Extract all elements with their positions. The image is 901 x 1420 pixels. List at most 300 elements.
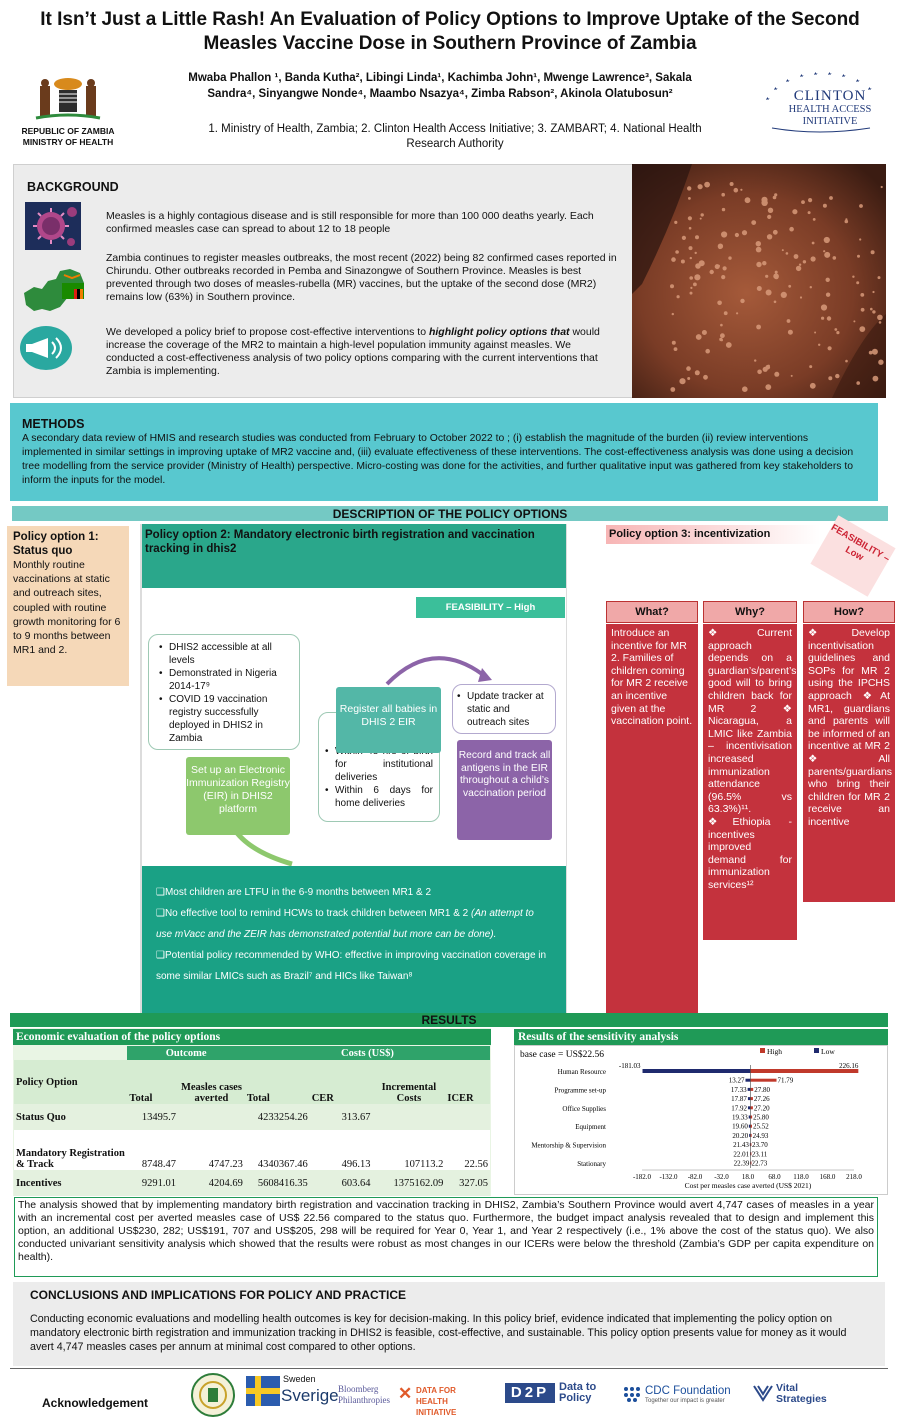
tornado-bar-high [750,1079,776,1082]
x-tick-label: -32.0 [714,1173,729,1181]
rash-spot [735,233,739,237]
rash-spot [703,375,708,380]
rash-spot [695,370,700,375]
why-column-body: ❖Current approach depends on a guardian’s/parent’s good will to bring children back for MR 2 ❖ Nicaragua, a LMIC like Zambia – incentivisation increased immunization attendance (96.5% vs 63.3%)¹¹. ❖Ethiopia - incentives improved demand for immunization services¹² [703,624,797,940]
tornado-low-label: 17.33 [730,1085,747,1094]
rash-spot [686,366,691,371]
rash-spot [688,216,692,220]
col-header-cer: CER [310,1060,373,1104]
rash-spot [687,186,691,190]
tornado-low-label: 13.27 [728,1076,745,1085]
megaphone-icon [18,324,84,372]
rash-spot [702,330,707,335]
chai-name: CLINTON [793,88,867,104]
tornado-bar-high [750,1088,753,1091]
rash-spot [859,238,861,240]
rash-spot [873,376,879,382]
table-cell: 13495.7 [127,1104,178,1130]
d2p-logo: D2P [505,1383,555,1403]
col-header-cases-averted: Measles cases averted [178,1060,245,1104]
rash-spot [689,276,693,280]
economic-evaluation-title: Economic evaluation of the policy options [16,1031,221,1043]
d2p-logo-text: Data to Policy [559,1381,597,1404]
rash-spot [801,200,805,204]
rash-spot [872,310,875,313]
rash-spot [734,188,739,193]
rash-spot [788,330,793,335]
sverige-label: Sverige [281,1386,339,1405]
table-row [14,1170,490,1196]
rash-spot [836,331,839,334]
rash-spot [763,367,768,372]
rash-spot [756,325,761,330]
tornado-high-label: 23.11 [751,1150,768,1159]
col-header-total-outcome: Total [127,1060,178,1104]
dhis2-fact: • DHIS2 accessible at all levels [159,641,293,667]
rash-spot [827,316,831,320]
table-cell: 22.56 [445,1130,490,1170]
note-no-tool-text: ❑No effective tool to remind HCWs to track children between MR1 & 2 [156,908,472,919]
rash-spot [726,342,732,348]
col-header-icer: ICER [445,1060,490,1104]
rash-spot [710,270,714,274]
rash-spot [740,189,742,191]
rash-spot [829,196,833,200]
rash-spot [856,381,860,385]
tornado-high-label: 27.80 [754,1085,770,1094]
row-label: Status Quo [14,1104,127,1130]
tornado-low-label: 19.33 [731,1113,748,1122]
rash-spot [756,262,761,267]
x-tick-label: 18.0 [741,1173,755,1181]
rash-spot [826,293,830,297]
rash-spot [835,374,839,378]
x-tick-label: 218.0 [846,1173,862,1181]
timing-item: • for institutional deliveries [325,745,433,784]
rash-spot [794,254,799,259]
tornado-high-label: 27.26 [753,1095,770,1104]
rash-spot [745,197,751,203]
rash-spot [796,266,801,271]
sweden-label: Sweden [283,1374,316,1384]
rash-spot [694,274,700,280]
rash-spot [679,378,685,384]
rash-spot [870,308,873,311]
rash-spot [775,271,778,274]
rash-spot [774,275,778,279]
economic-evaluation-table [14,1046,490,1196]
feasibility-high-badge: FEASIBILITY – High [416,597,565,618]
rash-spot [878,360,883,365]
rash-spot [740,299,744,303]
table-cell: 327.05 [445,1170,490,1196]
rash-spot [791,375,793,377]
tornado-bar-low [643,1069,751,1073]
legend-high-swatch [760,1048,765,1053]
table-cell: 496.13 [310,1130,373,1170]
rash-spot [828,346,832,350]
conclusions-text: Conducting economic evaluations and modelling health outcomes is key for decision-making. In this policy brief, evidence indicated that implementing the policy option on mandatory electronic birth registration and immunization tracking in DHIS2 is feasible, cost-effective, and sustainable. This policy option presents value for money as it would avert 4,747 measles cases per annum at minimal cost compared to other options. [30,1313,847,1353]
bloomberg-logo-text: Bloomberg Philanthropies [338,1384,390,1405]
background-p3-text-b: would increase the coverage of the MR2 to maintain a high-level population immunity against measles. We conducted a cost-effectiveness analysis of two policy options comparing with the current interventions that Zambia is implementing. [106,326,600,377]
ministry-label-line2: MINISTRY OF HEALTH [22,137,114,147]
rash-spot [871,250,875,254]
rash-spot [824,237,830,243]
rash-spot [788,285,791,288]
col-header-incremental-costs: Incremental Costs [372,1060,445,1104]
x-axis-title: Cost per measles case averted (US$ 2021) [684,1181,812,1190]
rash-spot [856,281,859,284]
note-who: ❑Potential policy recommended by WHO: effective in improving vaccination coverage in some similar LMICs such as Brazil⁷ and HICs like Taiwan⁸ [156,950,547,982]
dhis2-facts-list [148,634,300,750]
background-heading: BACKGROUND [27,180,119,194]
background-p3-text-a: We developed a policy brief to propose cost-effective interventions to [106,326,429,338]
rash-spot [677,295,680,298]
description-heading: DESCRIPTION OF THE POLICY OPTIONS [332,507,568,521]
policy-option-2-title: Policy option 2: Mandatory electronic birth registration and vaccination tracking in dhis2 [145,529,535,555]
rash-spot [704,182,710,188]
rash-spot [767,234,772,239]
rash-spot [845,220,849,224]
acknowledgement-label: Acknowledgement [42,1396,149,1410]
table-row [14,1130,490,1170]
rash-spot [742,386,748,392]
background-paragraph-3 [106,326,618,378]
rash-spot [742,230,747,235]
policy-option-3-title: Policy option 3: incentivization [609,528,771,540]
rash-spot [845,360,848,363]
sensitivity-tornado-chart [514,1045,888,1195]
table-cell [445,1104,490,1130]
tornado-bar-high [750,1106,752,1109]
group-header-outcome: Outcome [127,1046,244,1060]
col-header-total-cost: Total [245,1060,310,1104]
how-column-body: ❖Develop incentivisation guidelines and SOPs for MR 2 using the IPCHS approach ❖At MR1, guardians and parents will be informed of an incentive at MR 2 ❖All parents/guardians who bring their children for MR 2 receive an incentive [803,624,895,902]
rash-spot [810,286,812,288]
feasibility-low-badge: FEASIBILITY –Low [810,515,895,596]
rash-spot [773,230,778,235]
ministry-label [8,126,128,148]
rash-spot [675,250,679,254]
tornado-high-label: 22.73 [751,1159,768,1168]
timing-item: • Within 6 days for home deliveries [325,784,433,810]
rash-spot [833,256,837,260]
vital-strategies-icon [752,1382,774,1404]
rash-spot [761,197,767,203]
tornado-low-label: 17.87 [731,1095,747,1104]
rash-spot [754,359,756,361]
rash-spot [690,287,692,289]
tornado-category-label: Human Resource [557,1068,606,1076]
cdc-foundation-dots-icon [622,1385,642,1403]
setup-eir-step: Set up an Electronic Immunization Registry (EIR) in DHIS2 platform [186,757,290,835]
chai-subtitle: HEALTH ACCESS INITIATIVE [788,104,872,127]
rash-spot [859,326,865,332]
nhra-seal-logo [190,1372,236,1418]
rash-spot [696,334,702,340]
rash-spot [700,218,702,220]
rash-spot [773,196,777,200]
rash-spot [768,208,773,213]
results-summary: The analysis showed that by implementing mandatory birth registration and vaccination tracking in DHIS2, Zambia’s Southern Province would avert 4,747 cases of measles in a year with an incremental cost per averted measles case of US$ 22.56 compared to the status quo. Furthermore, the budget impact analysis revealed that to design and implement this option, an additional US$230, 282; US$191, 707 and US$205, 298 will be required for Year 0, Year 1, and Year 2 respectively (i.e., 1% above the cost of the status quo). We also conducted univariant sensitivity analysis which showed that the results were robust as most changes in our ICERs were below the threshold (Zambia’s GDP per capita expenditure on health). [18,1199,874,1263]
rash-spot [721,275,725,279]
vital-strategies-logo-text: Vital Strategies [776,1382,827,1405]
rash-spot [767,215,771,219]
zambia-coat-of-arms-logo [32,72,104,122]
row-label: Mandatory Registration & Track [14,1130,127,1170]
rash-spot [695,252,697,254]
note-no-tool [156,903,552,945]
rash-spot [756,247,762,253]
row-label: Incentives [14,1170,127,1196]
rash-spot [799,264,801,266]
rash-spot [857,255,860,258]
table-corner [14,1046,127,1060]
table-cell: 4747.23 [178,1130,245,1170]
tornado-high-label: 25.52 [752,1122,769,1131]
rash-spot [674,221,677,224]
tornado-category-label: Equipment [575,1123,606,1132]
zambia-map-icon [20,263,88,317]
rash-spot [670,387,675,392]
rash-spot [730,182,734,186]
rash-spot [690,257,692,259]
rash-spot [810,383,816,389]
rash-spot [689,246,693,250]
rash-spot [872,291,874,293]
tornado-category-label: Programme set-up [554,1086,606,1095]
tornado-low-label: 19.60 [732,1122,748,1131]
rash-spot [671,257,676,262]
tornado-high-label: 24.93 [752,1131,769,1140]
background-p3-emphasis: highlight policy options that [428,326,570,338]
rash-spot [757,370,762,375]
rash-spot [824,252,830,258]
tornado-bar-low [748,1106,750,1109]
conclusions-heading: CONCLUSIONS AND IMPLICATIONS FOR POLICY AND PRACTICE [30,1288,407,1302]
data-for-health-logo-text: DATA FOR HEALTH INITIATIVE [416,1386,457,1417]
rash-spot [853,320,855,322]
x-tick-label: -82.0 [687,1173,703,1181]
rash-spot [860,293,864,297]
what-column-header: What? [606,601,698,623]
cdc-foundation-logo-text: CDC Foundation [645,1385,731,1397]
table-cell: 4233254.26 [245,1104,310,1130]
poster-title: It Isn’t Just a Little Rash! An Evaluation of Policy Options to Improve Uptake of the Second Measles Vaccine Dose in Southern Province of Zambia [40,9,860,54]
register-babies-step: Register all babies in DHIS 2 EIR [336,687,441,753]
rash-spot [823,250,825,252]
rash-spot [728,256,731,259]
rash-spot [787,319,791,323]
rash-spot [768,365,770,367]
rash-spot [681,260,685,264]
rash-spot [688,197,691,200]
rash-spot [818,344,820,346]
tornado-high-label: 71.79 [777,1076,794,1085]
rash-spot [757,286,762,291]
rash-spot [765,275,768,278]
background-paragraph-1: Measles is a highly contagious disease and is still responsible for more than 100 000 deaths yearly. Each confirmed measles case can spread to about 12 to 18 people [106,210,594,235]
rash-spot [690,292,693,295]
rash-spot [687,377,690,380]
ministry-label-line1: REPUBLIC OF ZAMBIA [21,126,115,136]
record-track-step: Record and track all antigens in the EIR throughout a child’s vaccination period [457,740,552,840]
results-heading: RESULTS [421,1013,477,1027]
table-cell: 5608416.35 [245,1170,310,1196]
author-line-2: Sandra⁴, Sinyangwe Nonde⁴, Maambo Nsazya⁴, Zimba Rabson², Akinola Olatubosun² [207,88,673,100]
table-cell [178,1104,245,1130]
rash-spot [720,333,725,338]
note-ltfu: ❑Most children are LTFU in the 6-9 months between MR1 & 2 [156,887,432,898]
rash-spot [672,313,674,315]
rash-spot [812,242,815,245]
rash-spot [699,260,705,266]
tornado-low-label: 20.20 [732,1131,749,1140]
rash-spot [670,284,674,288]
rash-spot [814,332,816,334]
tornado-bar-low [748,1088,751,1091]
rash-spot [809,365,812,368]
tornado-high-label: 23.70 [752,1141,768,1150]
sweden-flag-icon [246,1376,280,1406]
tornado-low-label: 22.01 [733,1150,750,1159]
table-cell [372,1104,445,1130]
sensitivity-title: Results of the sensitivity analysis [518,1031,679,1043]
policy-option-1-title: Policy option 1: Status quo [13,531,99,557]
rash-spot [774,301,777,304]
rash-spot [813,218,816,221]
rash-spot [765,384,771,390]
rash-spot [826,278,830,282]
rash-spot [877,315,883,321]
rash-spot [721,193,725,197]
affiliations: 1. Ministry of Health, Zambia; 2. Clinton Health Access Initiative; 3. ZAMBART; 4. National Health Research Authority [208,123,702,150]
rash-spot [720,324,723,327]
methods-text: A secondary data review of HMIS and research studies was conducted from February to October 2022 to ; (i) establish the magnitude of the burden (ii) review interventions implemented in similar settings in improving uptake of MR2 vaccine and, (iii) evaluate effectiveness of these interventions. The cost-effectiveness analysis was done using a decision tree modelling from the service provider (Ministry of Health) perspective. Micro-costing was done for the activities, and further qualitative input was gathered from key stakeholders to inform the inputs for the model. [22,433,854,486]
acknowledgement-divider [10,1368,888,1369]
x-tick-label: 68.0 [768,1173,781,1181]
table-cell: 9291.01 [127,1170,178,1196]
data-for-health-x-icon: ✕ [398,1384,413,1403]
table-cell: 4340367.46 [245,1130,310,1170]
rash-spot [828,376,832,380]
tornado-bar-low [745,1079,750,1082]
rash-spot [756,241,761,246]
tornado-low-label: -181.03 [618,1062,641,1070]
methods-heading: METHODS [22,417,85,431]
chart-subtitle: base case = US$22.56 [520,1050,604,1060]
rash-spot [808,211,811,214]
col-header-policy-option: Policy Option [14,1060,127,1104]
tornado-category-label: Stationary [577,1160,606,1168]
policy-option-2-notes [156,882,552,987]
why-column-header: Why? [703,601,797,623]
legend-low-label: Low [821,1047,835,1056]
rash-spot [852,276,854,278]
rash-spot [695,235,699,239]
tornado-category-label: Mentorship & Supervision [531,1141,606,1150]
rash-spot [792,209,797,214]
table-cell: 4204.69 [178,1170,245,1196]
cdc-foundation-tagline: Together our impact is greater [645,1398,725,1404]
tornado-high-label: 226.16 [839,1062,859,1070]
tornado-low-label: 17.92 [731,1104,747,1113]
tornado-low-label: 21.43 [733,1141,749,1150]
tornado-category-label: Office Supplies [562,1104,606,1113]
table-cell: 107113.2 [372,1130,445,1170]
note-no-tool-emphasis: (An attempt to use mVacc and the ZEIR has demonstrated potential but more can be done). [156,908,534,940]
rash-spot [701,213,704,216]
rash-spot [736,312,738,314]
rash-spot [721,231,727,237]
rash-spot [774,372,779,377]
rash-spot [674,347,678,351]
table-cell: 1375162.09 [372,1170,445,1196]
rash-spot [861,308,865,312]
rash-spot [724,311,728,315]
rash-spot [821,304,827,310]
rash-spot [693,283,697,287]
rash-spot [878,276,881,279]
rash-spot [682,236,686,240]
rash-spot [718,246,722,250]
rash-spot [766,290,772,296]
what-column-body: Introduce an incentive for MR 2. Families of children coming for MR 2 receive an incentive given at the vaccination point. [606,624,698,1024]
virus-icon [25,202,81,250]
x-tick-label: 118.0 [793,1173,809,1181]
rash-spot [718,265,720,267]
author-line-1: Mwaba Phallon ¹, Banda Kutha², Libingi Linda¹, Kachimba John¹, Mwenge Lawrence³, Sakala [188,72,692,84]
rash-spot [782,249,784,251]
group-header-costs: Costs (US$) [245,1046,490,1060]
policy-option-1-body: Monthly routine vaccinations at static and outreach sites, coupled with routine growth monitoring for 6 to 9 months between MR1 and 2. [13,559,121,657]
rash-spot [719,338,722,341]
tornado-low-label: 22.39 [733,1159,750,1168]
x-tick-label: -182.0 [632,1173,652,1181]
table-cell: 8748.47 [127,1130,178,1170]
rash-spot [811,256,816,261]
x-tick-label: 168.0 [819,1173,836,1181]
rash-spot [879,321,882,324]
dhis2-fact: • Demonstrated in Nigeria 2014-17⁹ [159,667,293,693]
measles-rash-photo [632,164,886,398]
table-cell: 313.67 [310,1104,373,1130]
tornado-bar-high [750,1097,752,1100]
table-cell: 603.64 [310,1170,373,1196]
rash-spot [717,301,722,306]
rash-spot [834,328,837,331]
rash-spot [751,220,756,225]
rash-spot [821,317,824,320]
rash-spot [689,227,692,230]
rash-spot [803,260,806,263]
tornado-high-label: 25.80 [753,1113,769,1122]
rash-spot [881,186,883,188]
rash-spot [859,204,863,208]
rash-spot [800,296,802,298]
rash-spot [698,184,703,189]
rash-spot [672,341,676,345]
rash-spot [705,349,710,354]
x-tick-label: -132.0 [659,1173,678,1181]
rash-spot [808,198,812,202]
how-column-header: How? [803,601,895,623]
dhis2-fact: • COVID 19 vaccination registry successfully deployed in DHIS2 in Zambia [159,693,293,745]
rash-spot [723,266,727,270]
legend-low-swatch [814,1048,819,1053]
tornado-bar-low [748,1097,750,1100]
update-item: • Update tracker at static and outreach sites [457,690,551,729]
